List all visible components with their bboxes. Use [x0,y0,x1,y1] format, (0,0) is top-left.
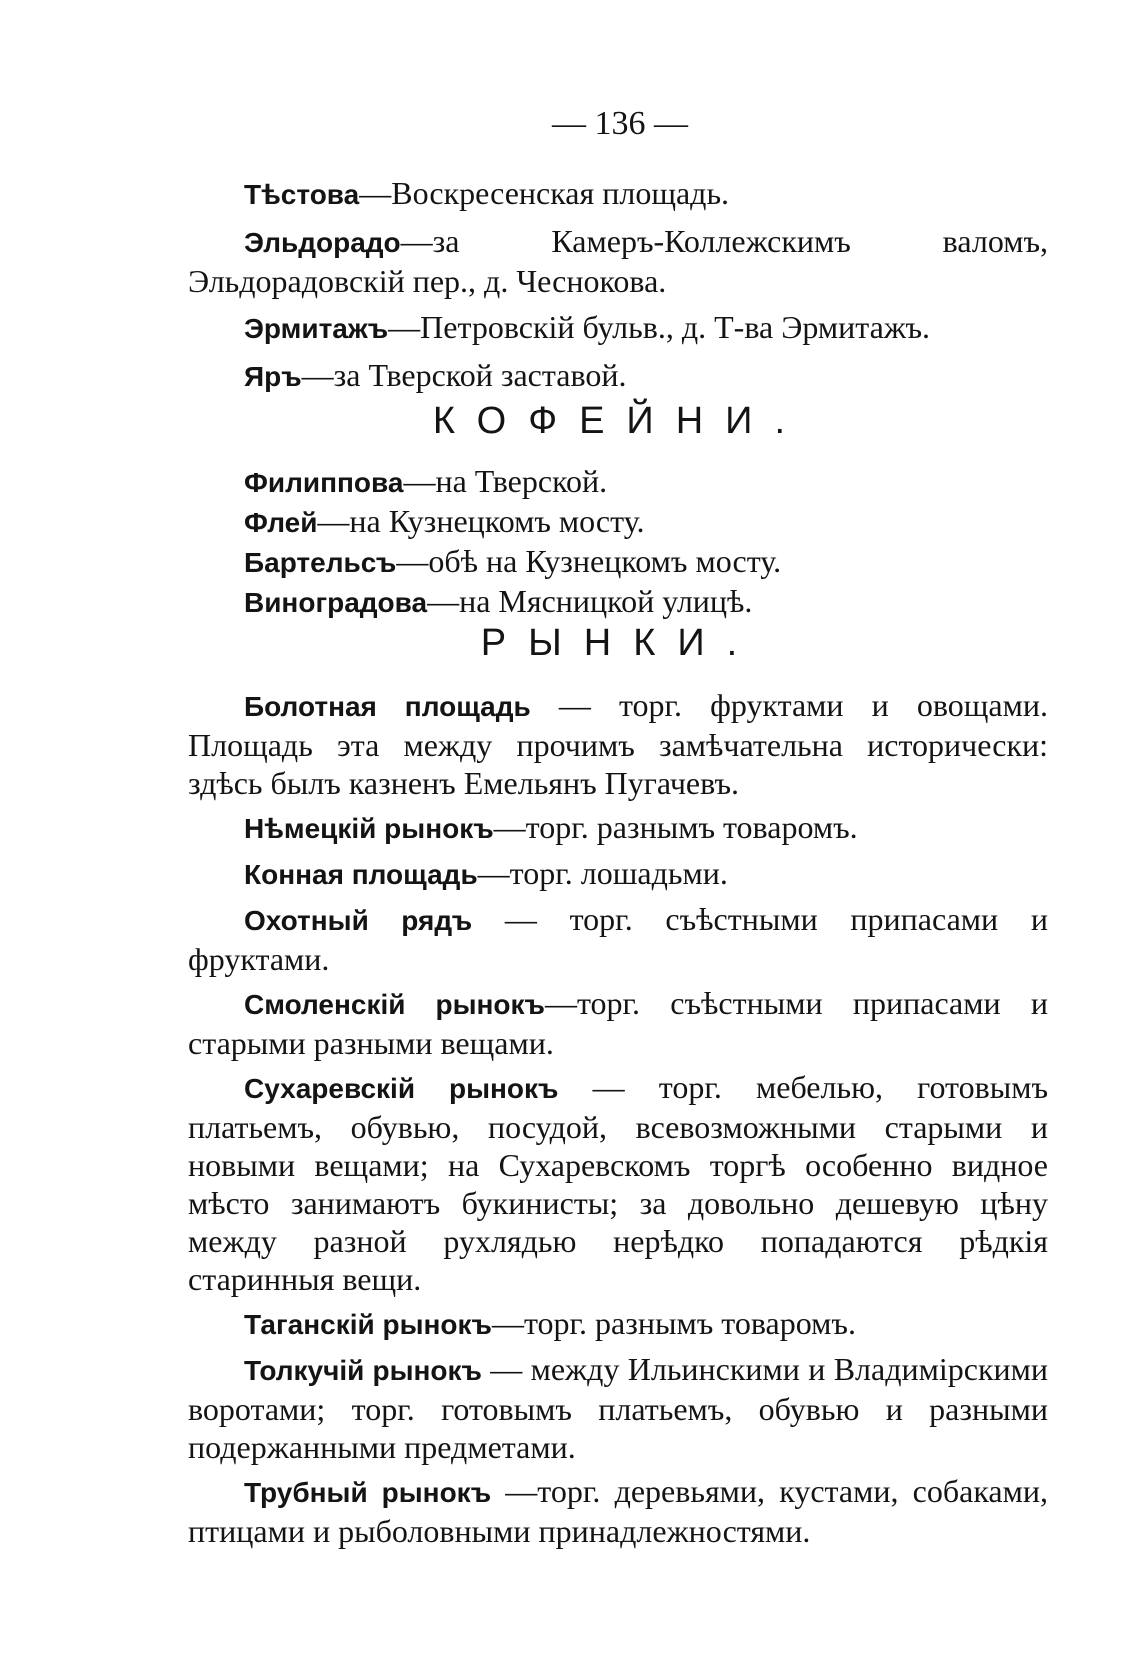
restaurants-list [188,174,1048,396]
list-item: Нѣмецкій рынокъ—торг. разнымъ товаромъ. [244,809,858,845]
list-item: Эрмитажъ—Петровскій бульв., д. Т-ва Эрмитажъ. [244,309,931,345]
markets-list [188,686,1048,1550]
markets-heading: РЫНКИ. [480,622,760,664]
list-item: Таганскій рынокъ—торг. разнымъ товаромъ. [244,1305,856,1341]
coffeehouses-heading: КОФЕЙНИ. [432,400,808,442]
list-item: Сухаревскій рынокъ — торг. мебелью, готовымъ платьемъ, обувью, посудой, всевозможными старыми и новыми вещами; на Сухаревскомъ торгѣ особенно видное мѣсто занимаютъ букинисты; за довольно дешевую цѣну между разной рухлядью нерѣдко попадаются рѣдкія старинныя вещи. [188,1069,1049,1297]
list-item: Охотный рядъ — торг. съѣстными припасами и фруктами. [188,901,1048,977]
list-item: Бартельсъ—обѣ на Кузнецкомъ мосту. [244,543,782,579]
list-item: Болотная площадь — торг. фруктами и овощами. Площадь эта между прочимъ замѣчательна исторически: здѣсь былъ казненъ Емельянъ Пугачевъ. [188,687,1048,801]
list-item: Виноградова—на Мясницкой улицѣ. [244,583,753,619]
list-item: Яръ—за Тверской заставой. [244,357,627,393]
list-item: Тѣстова—Воскресенская площадь. [244,175,730,211]
list-item: Толкучій рынокъ — между Ильинскими и Владимірскими воротами; торг. готовымъ платьемъ, обувью и разными подержанными предметами. [188,1351,1049,1465]
list-item: Трубный рынокъ —торг. деревьями, кустами, собаками, птицами и рыболовными принадлежностями. [188,1473,1048,1549]
list-item: Флей—на Кузнецкомъ мосту. [244,503,645,539]
list-item: Филиппова—на Тверской. [244,463,608,499]
coffeehouses-list [188,462,1048,622]
list-item: Эльдорадо—за Камеръ-Коллежскимъ валомъ, Эльдорадовскій пер., д. Чеснокова. [188,223,1048,299]
list-item: Смоленскій рынокъ—торг. съѣстными припасами и старыми разными вещами. [188,985,1049,1061]
list-item: Конная площадь—торг. лошадьми. [244,855,728,891]
page-number: — 136 — [552,105,688,142]
